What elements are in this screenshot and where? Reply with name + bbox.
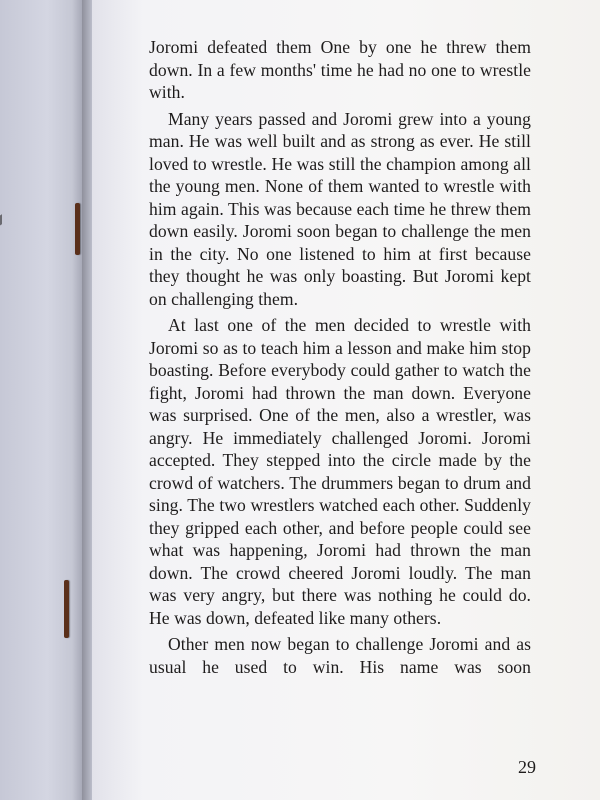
binding-staple-top <box>75 203 80 255</box>
paragraph-4: Other men now began to challenge Joromi and as usual he used to win. His name was soon <box>149 634 531 677</box>
paragraph-3: At last one of the men decided to wrestle with Joromi so as to teach him a lesson and make him stop boasting. Before everybody could gather to watch the fight, Joromi had thrown the man down. Everyone was surprised. One of the men, also a wrestler, was angry. He immediately challenged Joromi. Joromi accepted. They stepped into the circle made by the crowd of watchers. The drummers began to drum and sing. The two wrestlers watched each other. Suddenly they gripped each other, and before people could see what was happening, Joromi had thrown the man down. The crowd cheered Joromi loudly. The man was very angry, but there was nothing he could do. He was down, defeated like many others. <box>149 315 531 628</box>
paragraph-1: Joromi defeated them One by one he threw them down. In a few months' time he had no one to wrestle with. <box>149 37 531 102</box>
page-body-text <box>149 36 531 682</box>
book-page <box>92 0 600 800</box>
paragraph-2: Many years passed and Joromi grew into a young man. He was well built and as strong as ever. He still loved to wrestle. He was still the champion among all the young men. None of them wanted to wrestle with him again. This was because each time he threw them down easily. Joromi soon began to challenge the men in the city. No one listened to him at first because they thought he was only boasting. But Joromi kept on challenging them. <box>149 108 531 309</box>
binding-staple-bottom <box>64 580 69 638</box>
left-page <box>0 0 86 800</box>
left-page-mark <box>0 208 10 225</box>
page-number: 29 <box>518 757 536 777</box>
